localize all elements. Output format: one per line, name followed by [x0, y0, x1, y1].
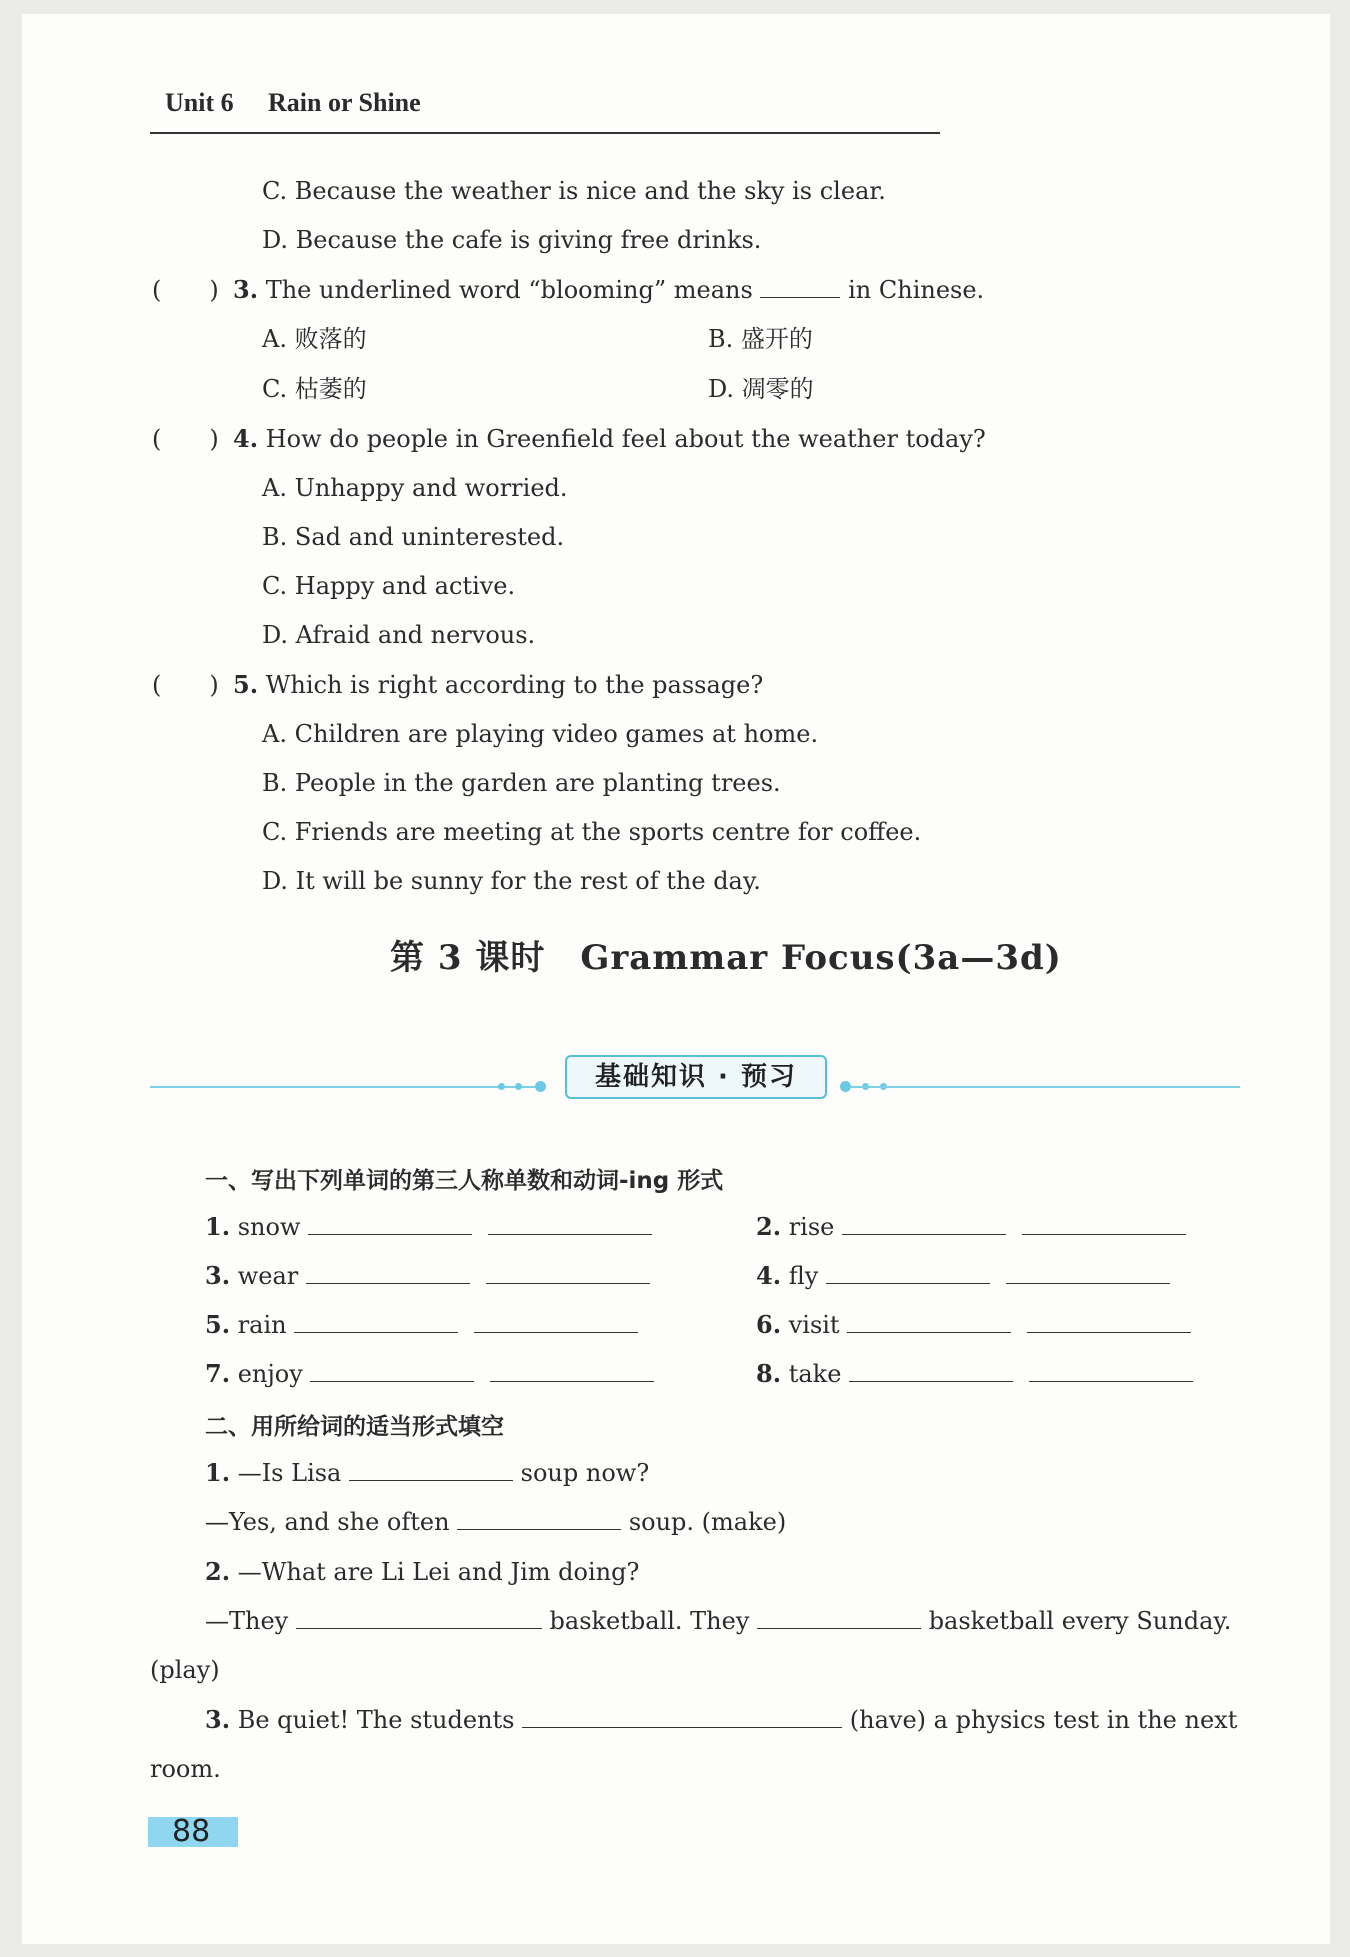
- q3-blank[interactable]: [760, 275, 840, 298]
- part1-heading: 一、写出下列单词的第三人称单数和动词-ing 形式: [205, 1168, 724, 1194]
- answer-blank[interactable]: [1006, 1261, 1170, 1284]
- item-word: enjoy: [237, 1360, 303, 1388]
- q3-text-b: (have) a physics test in the next: [849, 1706, 1238, 1734]
- part1-item-3: [205, 1261, 650, 1291]
- q5-stem-text: Which is right according to the passage?: [265, 671, 764, 699]
- item-number: 3.: [205, 1705, 231, 1734]
- part1-item-6: [756, 1310, 1191, 1340]
- item-number: 4.: [756, 1261, 782, 1290]
- q3-option-c: C. 枯萎的: [262, 375, 367, 403]
- answer-blank[interactable]: [522, 1705, 842, 1728]
- answer-blank[interactable]: [486, 1261, 650, 1284]
- item-number: 8.: [756, 1359, 782, 1388]
- q4-stem-text: How do people in Greenfield feel about the weather today?: [265, 425, 986, 453]
- answer-blank[interactable]: [826, 1261, 990, 1284]
- q2-text-a: —What are Li Lei and Jim doing?: [237, 1558, 640, 1586]
- q3-answer-paren[interactable]: ( ): [152, 276, 219, 304]
- answer-blank[interactable]: [842, 1212, 1006, 1235]
- q1-text-a: —Is Lisa: [237, 1459, 342, 1487]
- banner-dot: [515, 1083, 522, 1090]
- header-rule: [150, 132, 940, 134]
- answer-blank[interactable]: [847, 1310, 1011, 1333]
- item-number: 5.: [205, 1310, 231, 1339]
- item-word: rain: [237, 1311, 287, 1339]
- item-word: snow: [237, 1213, 301, 1241]
- q4-answer-paren[interactable]: ( ): [152, 425, 219, 453]
- q2-text-b: —They: [205, 1607, 289, 1635]
- answer-blank[interactable]: [474, 1310, 638, 1333]
- item-number: 2.: [205, 1557, 231, 1586]
- q5-option-c: C. Friends are meeting at the sports centre for coffee.: [262, 818, 922, 846]
- banner-line-right: [850, 1086, 1240, 1088]
- part2-q2-line3: (play): [150, 1656, 220, 1684]
- q5-option-b: B. People in the garden are planting trees.: [262, 769, 781, 797]
- part2-q1-line1: [205, 1458, 649, 1488]
- q3-option-a: A. 败落的: [262, 325, 367, 353]
- page-number: 88: [148, 1817, 238, 1847]
- q4-option-a: A. Unhappy and worried.: [262, 474, 568, 502]
- q3-option-d: D. 凋零的: [708, 375, 814, 403]
- item-word: take: [788, 1360, 842, 1388]
- banner-line-left: [150, 1086, 540, 1088]
- q5-answer-paren[interactable]: ( ): [152, 671, 219, 699]
- q1-text-c: —Yes, and she often: [205, 1508, 450, 1536]
- item-word: visit: [788, 1311, 840, 1339]
- q4-number: 4.: [233, 424, 259, 453]
- q1-text-d: soup. (make): [628, 1508, 787, 1536]
- q2-option-d: D. Because the cafe is giving free drinks.: [262, 226, 762, 254]
- banner-dot: [498, 1083, 505, 1090]
- item-word: fly: [788, 1262, 819, 1290]
- answer-blank[interactable]: [308, 1212, 472, 1235]
- item-number: 6.: [756, 1310, 782, 1339]
- item-number: 1.: [205, 1212, 231, 1241]
- part2-q3-line2: room.: [150, 1755, 221, 1783]
- part2-q2-line1: [205, 1557, 639, 1587]
- part2-q3-line1: [205, 1705, 1237, 1735]
- q3-stem-b: in Chinese.: [848, 276, 985, 304]
- q5-number: 5.: [233, 670, 259, 699]
- q4-option-b: B. Sad and uninterested.: [262, 523, 565, 551]
- item-number: 1.: [205, 1458, 231, 1487]
- lesson-title: 第 3 课时 Grammar Focus(3a—3d): [390, 938, 1062, 978]
- q5-option-a: A. Children are playing video games at home.: [262, 720, 819, 748]
- answer-blank[interactable]: [1027, 1310, 1191, 1333]
- q2-option-c: C. Because the weather is nice and the sky is clear.: [262, 177, 886, 205]
- q3-text-a: Be quiet! The students: [237, 1706, 515, 1734]
- item-number: 2.: [756, 1212, 782, 1241]
- answer-blank[interactable]: [490, 1359, 654, 1382]
- unit-label: Unit 6: [165, 88, 234, 117]
- banner-dot: [535, 1081, 546, 1092]
- part1-item-2: [756, 1212, 1186, 1242]
- q2-text-c: basketball. They: [549, 1607, 750, 1635]
- q3-option-b: B. 盛开的: [708, 325, 813, 353]
- answer-blank[interactable]: [306, 1261, 470, 1284]
- item-word: wear: [237, 1262, 299, 1290]
- part2-q1-line2: [205, 1507, 786, 1537]
- q3-stem-a: The underlined word “blooming” means: [265, 276, 753, 304]
- answer-blank[interactable]: [1029, 1359, 1193, 1382]
- q4-stem: [233, 424, 986, 454]
- q5-option-d: D. It will be sunny for the rest of the day.: [262, 867, 761, 895]
- q5-stem: [233, 670, 763, 700]
- section-banner: 基础知识 · 预习: [565, 1055, 827, 1099]
- q3-stem: [233, 275, 984, 305]
- part1-item-8: [756, 1359, 1193, 1389]
- answer-blank[interactable]: [1022, 1212, 1186, 1235]
- part2-heading: 二、用所给词的适当形式填空: [205, 1414, 504, 1440]
- part1-item-5: [205, 1310, 638, 1340]
- item-number: 7.: [205, 1359, 231, 1388]
- answer-blank[interactable]: [310, 1359, 474, 1382]
- part1-item-7: [205, 1359, 654, 1389]
- answer-blank[interactable]: [294, 1310, 458, 1333]
- q4-option-c: C. Happy and active.: [262, 572, 516, 600]
- answer-blank[interactable]: [488, 1212, 652, 1235]
- answer-blank[interactable]: [457, 1507, 621, 1530]
- q3-number: 3.: [233, 275, 259, 304]
- item-number: 3.: [205, 1261, 231, 1290]
- q1-text-b: soup now?: [520, 1459, 650, 1487]
- answer-blank[interactable]: [296, 1606, 542, 1629]
- part1-item-1: [205, 1212, 652, 1242]
- unit-title: Rain or Shine: [268, 88, 421, 117]
- answer-blank[interactable]: [349, 1458, 513, 1481]
- q2-text-d: basketball every Sunday.: [928, 1607, 1232, 1635]
- item-word: rise: [788, 1213, 835, 1241]
- answer-blank[interactable]: [849, 1359, 1013, 1382]
- part2-q2-line2: [205, 1606, 1231, 1636]
- q4-option-d: D. Afraid and nervous.: [262, 621, 536, 649]
- answer-blank[interactable]: [757, 1606, 921, 1629]
- part1-item-4: [756, 1261, 1170, 1291]
